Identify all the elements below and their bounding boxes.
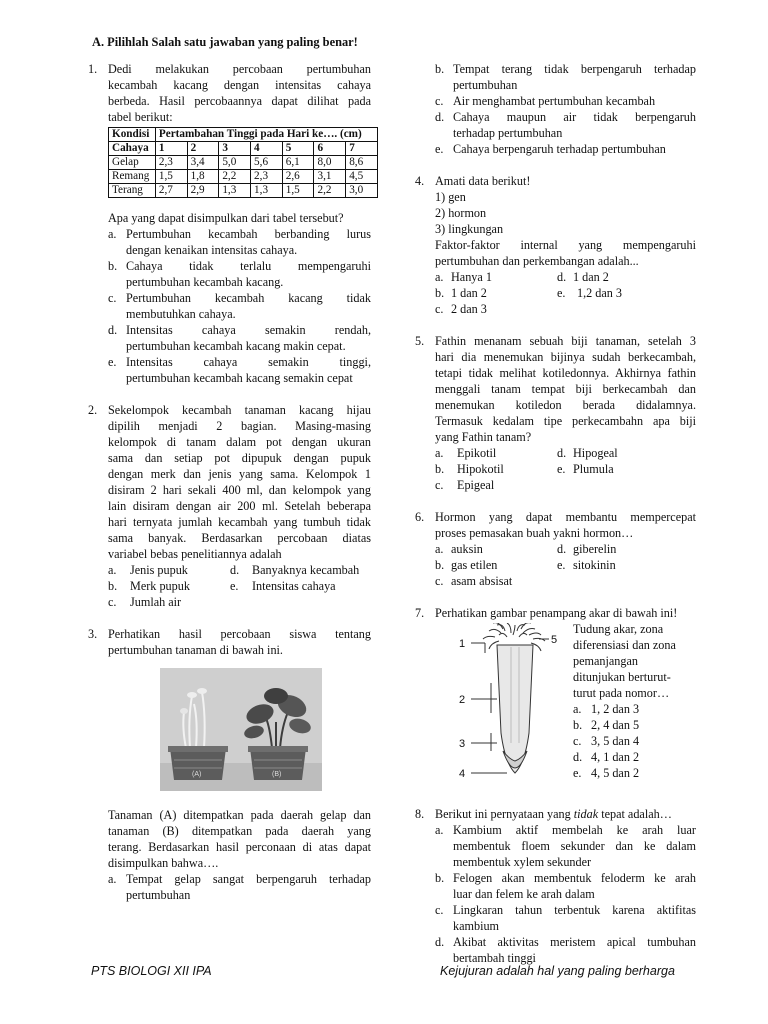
answer-option-e[interactable]: e. sitokinin [557,558,616,572]
answer-options [108,226,371,386]
answer-option-b[interactable]: b. Felogen akan membentuk feloderm ke arah luar dan felem ke arah dalam [435,871,696,901]
question-3-continued [415,61,696,157]
table-day-cell: 6 [314,142,346,156]
answer-option-a[interactable]: a. Pertumbuhan kecambah berbanding lurus dengan kenaikan intensitas cahaya. [108,227,371,257]
table-row [109,156,378,170]
list-item: 2) hormon [435,206,487,220]
answer-option-d[interactable]: d. giberelin [557,542,617,556]
photo-label-a: (A) [192,771,202,778]
question-text: Termasuk kedalam tipe perkecambahn apa biji [435,414,696,428]
list-item: 3) lingkungan [435,222,504,236]
question-text: pertumbuhan dan perkembangan adalah... [435,254,639,268]
question-number: 5. [415,334,425,348]
question-text: sama banyak. Berdasarkan percobaan diatas [108,531,371,545]
table-cell: 8,0 [314,156,346,170]
figure-label-4: 4 [459,768,466,780]
question-number: 6. [415,510,425,524]
question-number: 8. [415,807,425,821]
question-text: Dedi melakukan percobaan pertumbuhan [108,62,371,76]
answer-option-a[interactable]: a. Jenis pupuk [108,563,188,577]
table-cell: 2,2 [314,184,346,198]
footer-right: Kejujuran adalah hal yang paling berharga [440,964,675,978]
question-text: disimpulkan bahwa…. [108,856,219,870]
answer-option-c[interactable]: c. 2 dan 3 [435,302,487,316]
question-text: tabel berikut: [108,110,173,124]
question-text: dipilih menjadi 2 bagian. Masing-masing [108,419,371,433]
plant-experiment-photo [160,668,322,791]
table-row-label: Gelap [109,156,156,170]
figure-label-5: 5 [551,634,558,646]
table-header-cell: Kondisi [109,128,156,142]
question-text: Faktor-faktor internal yang mempengaruhi [435,238,696,252]
table-row [109,170,378,184]
answer-option-e[interactable]: e. 1,2 dan 3 [557,286,623,300]
left-column [88,61,371,903]
list-item: 1) gen [435,190,466,204]
answer-option-d[interactable]: d. 1 dan 2 [557,270,609,284]
table-cell: 5,0 [219,156,251,170]
answer-option-c[interactable]: c. asam absisat [435,574,513,588]
answer-option-e[interactable]: e. Intensitas cahaya semakin tinggi, pertumbuhan kecambah kacang semakin cepat [108,355,371,385]
question-text: Perhatikan hasil percobaan siswa tentang [108,627,371,641]
question-prompt: Apa yang dapat disimpulkan dari tabel tersebut? [108,211,344,225]
answer-option-e[interactable]: e. Cahaya berpengaruh terhadap pertumbuhan [435,142,666,156]
question-2 [88,402,371,610]
answer-option-d[interactable]: d. Intensitas cahaya semakin rendah, pertumbuhan kecambah kacang makin cepat. [108,323,371,353]
table-cell: 6,1 [282,156,314,170]
answer-option-d[interactable]: d. Hipogeal [557,446,618,460]
answer-option-a[interactable]: a. Hanya 1 [435,270,492,284]
table-cell: 4,5 [346,170,378,184]
question-text: pertumbuhan tanaman di bawah ini. [108,643,283,657]
answer-option-c[interactable]: c. 3, 5 dan 4 [573,734,640,748]
question-text: Perhatikan gambar penampang akar di bawah ini! [435,606,678,620]
right-column [415,61,696,966]
question-text: tetapi tidak melihat kotiledonnya. Akhirnya fathin [435,366,696,380]
question-text: Amati data berikut! [435,174,531,188]
question-8 [415,806,696,966]
question-text: disiram 2 hari sekali 400 ml, dan kelompok yang [108,483,371,497]
question-number: 4. [415,174,425,188]
question-1 [88,61,371,386]
question-text: tanaman (B) ditempatkan pada daerah yang [108,824,371,838]
table-cell: 2,2 [219,170,251,184]
answer-option-b[interactable]: b. gas etilen [435,558,498,572]
question-text: hari dia menemukan bijinya sudah berkecambah, [435,350,696,364]
table-cell: 3,1 [314,170,346,184]
table-cell: 8,6 [346,156,378,170]
table-day-cell: 4 [251,142,283,156]
question-text: kelompok di tanam dalam pot dengan ukuran [108,435,371,449]
question-text: lain disiram dengan air 200 ml. Setelah beberapa [108,499,371,513]
table-row [109,184,378,198]
table-cell: 1,3 [251,184,283,198]
question-text: proses pemasakan buah yakni hormon… [435,526,634,540]
answer-option-d[interactable]: d. Banyaknya kecambah [230,563,360,577]
table-cell: 3,0 [346,184,378,198]
question-text: terang. Berdasarkan hasil perconaan di atas dapat [108,840,371,854]
answer-option-d[interactable]: d. Akibat aktivitas meristem apical tumbuhan bertambah tinggi [435,935,696,965]
table-header-cell: Cahaya [109,142,156,156]
figure-label-1: 1 [459,638,466,650]
question-text: yang Fathin tanam? [435,430,532,444]
figure-label-3: 3 [459,738,466,750]
answer-option-e[interactable]: e. 4, 5 dan 2 [573,766,640,780]
answer-option-b[interactable]: b. Hipokotil [435,462,504,476]
answer-option-d[interactable]: d. Cahaya maupun air tidak berpengaruh terhadap pertumbuhan [435,110,696,140]
answer-option-c[interactable]: c. Lingkaran tahun terbentuk karena aktifitas kambium [435,903,696,933]
table-cell: 3,4 [187,156,219,170]
answer-option-b[interactable]: b. 1 dan 2 [435,286,487,300]
question-number: 7. [415,606,425,620]
question-text: berbeda. Hasil percobaannya dapat dilihat pada [108,94,371,108]
answer-option-b[interactable]: b. Tempat terang tidak berpengaruh terhadap pertumbuhan [435,62,696,92]
table-day-cell: 3 [219,142,251,156]
question-text: menggali tanam tempat biji berkecambah dan [435,382,696,396]
table-row-label: Terang [109,184,156,198]
question-text: Fathin menanam sebuah biji tanaman, setelah 3 [435,334,696,348]
question-text: kecambah kacang dengan intensitas cahaya [108,78,371,92]
question-text: Sekelompok kecambah tanaman kacang hijau [108,403,371,417]
table-row-label: Remang [109,170,156,184]
answer-option-c[interactable]: c. Pertumbuhan kecambah kacang tidak membutuhkan cahaya. [108,291,371,321]
question-text: Berikut ini pernyataan yang tidak tepat adalah… [435,807,672,821]
question-6 [415,509,696,589]
photo-label-b: (B) [272,771,282,778]
footer-left: PTS BIOLOGI XII IPA [91,964,212,978]
answer-options [435,445,696,493]
question-text: sama dan setiap pot dipupuk dengan pupuk [108,451,371,465]
table-cell: 1,3 [219,184,251,198]
section-title: A. Pilihlah Salah satu jawaban yang paling benar! [92,35,358,49]
answer-option-a[interactable]: a. auksin [435,542,483,556]
figure-label-2: 2 [459,694,466,706]
question-text: variabel bebas penelitiannya adalah [108,547,282,561]
figure-side-text: Tudung akar, zona diferensiasi dan zona pemanjangan ditunjukan berturut- turut pada nomor… a. 1, 2 dan 3 b. 2, 4 dan 5 c. 3, 5 dan 4 d. 4, 1 dan 2 e. 4, 5 dan 2 [573,621,697,781]
answer-options [435,269,696,317]
table-day-cell: 7 [346,142,378,156]
table-day-cell: 2 [187,142,219,156]
answer-option-b[interactable]: b. 2, 4 dan 5 [573,718,640,732]
answer-option-a[interactable]: a. Epikotil [435,446,497,460]
answer-option-d[interactable]: d. 4, 1 dan 2 [573,750,640,764]
table-cell: 2,3 [155,156,187,170]
answer-option-e[interactable]: e. Intensitas cahaya [230,579,336,593]
table-cell: 1,8 [187,170,219,184]
table-cell: 2,9 [187,184,219,198]
table-cell: 2,7 [155,184,187,198]
question-number: 1. [88,62,98,76]
answer-option-a[interactable]: a. 1, 2 dan 3 [573,702,640,716]
root-section-figure [415,621,695,796]
answer-option-a[interactable]: a. Tempat gelap sangat berpengaruh terhadap pertumbuhan [108,872,371,902]
table-cell: 5,6 [251,156,283,170]
question-3 [88,626,371,903]
question-4 [415,173,696,317]
question-text: dengan merk dan jenis yang sama. Kelompok 1 [108,467,371,481]
answer-options [108,562,371,610]
table-day-cell: 1 [155,142,187,156]
answer-option-a[interactable]: a. Kambium aktif membelah ke arah luar membentuk floem sekunder dan ke dalam membentuk xylem sekunder [435,823,696,869]
table-cell: 2,3 [251,170,283,184]
answer-option-c[interactable]: c. Jumlah air [108,595,182,609]
answer-option-b[interactable]: b. Cahaya tidak terlalu mempengaruhi pertumbuhan kecambah kacang. [108,259,371,289]
question-text: hari ternyata jumlah kecambah yang tumbuh tidak [108,515,371,529]
answer-option-b[interactable]: b. Merk pupuk [108,579,190,593]
question-5 [415,333,696,493]
table-cell: 1,5 [155,170,187,184]
table-day-cell: 5 [282,142,314,156]
growth-table [108,127,378,198]
table-header-cell: Pertambahan Tinggi pada Hari ke…. (cm) [155,128,377,142]
question-number: 2. [88,403,98,417]
question-text: Hormon yang dapat membantu mempercepat [435,510,696,524]
question-7 [415,605,696,796]
question-text: menemukan kotiledon berada didalamnya. [435,398,696,412]
table-cell: 2,6 [282,170,314,184]
table-cell: 1,5 [282,184,314,198]
answer-option-e[interactable]: e. Plumula [557,462,614,476]
answer-option-c[interactable]: c. Air menghambat pertumbuhan kecambah [435,94,656,108]
answer-options [435,541,696,589]
question-text: Tanaman (A) ditempatkan pada daerah gelap dan [108,808,371,822]
answer-option-c[interactable]: c. Epigeal [435,478,495,492]
question-number: 3. [88,627,98,641]
